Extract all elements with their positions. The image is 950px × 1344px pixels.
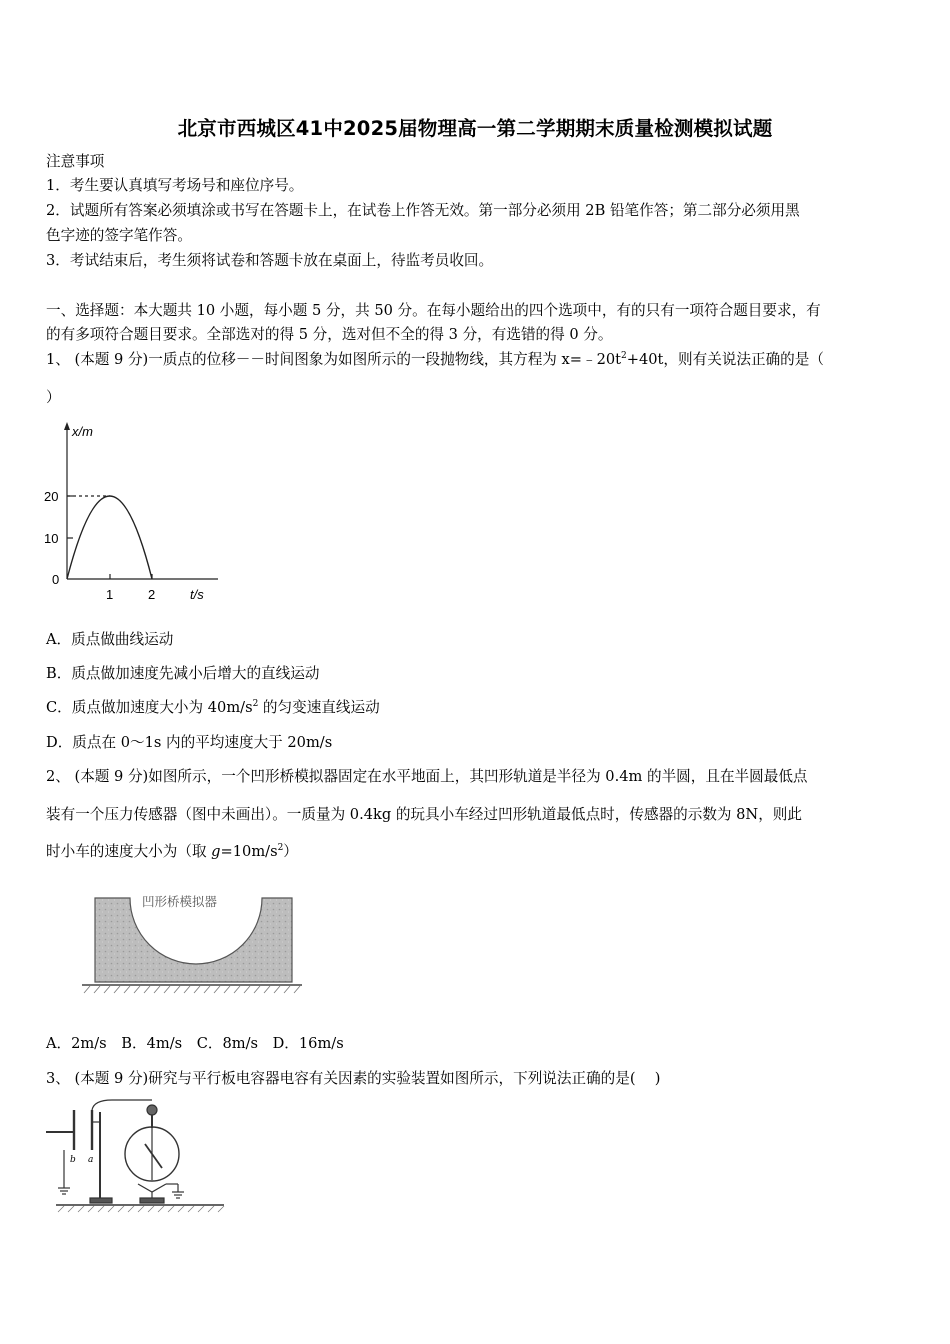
q3-ground-hatching xyxy=(58,1206,224,1212)
q1-xtick-2: 2 xyxy=(148,587,156,602)
q1-x-axis-label: t/s xyxy=(190,587,204,602)
q3-electroscope-knob xyxy=(147,1105,157,1115)
q2-bridge-body xyxy=(95,898,292,982)
q2-options: A．2m/s B．4m/s C．8m/s D．16m/s xyxy=(46,1035,344,1052)
q2-stem-line-1: 2、 (本题 9 分)如图所示，一个凹形桥模拟器固定在水平地面上，其凹形轨道是半径为 0.4m 的半圆，且在半圆最低点 xyxy=(46,768,808,785)
notice-item-2a: 2．试题所有答案必须填涂或书写在答题卡上，在试卷上作答无效。第一部分必须用 2B 铅笔作答；第二部分必须用黑 xyxy=(46,202,800,219)
q1-parabola-curve xyxy=(67,496,152,579)
notice-item-1: 1．考生要认真填写考场号和座位序号。 xyxy=(46,177,304,194)
q2-stem-line-2: 装有一个压力传感器（图中未画出）。一质量为 0.4kg 的玩具小车经过凹形轨道最低点时，传感器的示数为 8N，则此 xyxy=(46,806,802,823)
q2-stem-g: g xyxy=(211,843,221,860)
q1-option-d: D．质点在 0～1s 内的平均速度大于 20m/s xyxy=(46,734,333,751)
q2-stem-line-3 xyxy=(46,840,906,864)
q1-ytick-0: 0 xyxy=(52,572,60,587)
q2-stem-part-1: 时小车的速度大小为（取 xyxy=(46,843,212,860)
q1-option-c-part-a: C．质点做加速度大小为 40m/s xyxy=(46,699,253,716)
q3-capacitor-apparatus-figure xyxy=(42,1092,232,1217)
q3-electroscope-needle xyxy=(145,1144,162,1168)
q1-ytick-20: 20 xyxy=(44,489,59,504)
q1-stem-part-a: 1、 (本题 9 分)一质点的位移－－时间图象为如图所示的一段抛物线，其方程为 x=﹣20t xyxy=(46,351,622,368)
q1-y-axis-arrow xyxy=(64,422,70,430)
q1-stem-part-b: +40t，则有关说法正确的是（ xyxy=(626,351,824,368)
q1-stem-sup: 2 xyxy=(621,351,627,361)
q2-stem-part-3: ） xyxy=(283,843,298,860)
notice-heading: 注意事项 xyxy=(46,153,105,170)
q1-stem xyxy=(46,348,906,372)
q3-connecting-wire xyxy=(92,1100,152,1110)
q3-label-a: a xyxy=(88,1155,94,1165)
q1-xtick-1: 1 xyxy=(106,587,114,602)
q2-stem-part-2: =10m/s xyxy=(220,843,278,860)
q1-option-c-part-b: 的匀变速直线运动 xyxy=(258,699,380,716)
q2-concave-bridge-figure xyxy=(80,890,305,1000)
q1-y-axis-label: x/m xyxy=(72,424,93,439)
q2-figure-label: 凹形桥模拟器 xyxy=(142,894,218,909)
q1-option-a: A．质点做曲线运动 xyxy=(46,631,174,648)
q1-position-time-graph xyxy=(40,416,230,606)
q1-option-c-sup: 2 xyxy=(252,699,259,709)
page-title: 北京市西城区41中2025届物理高一第二学期期末质量检测模拟试题 xyxy=(177,117,773,140)
q3-stem: 3、 (本题 9 分)研究与平行板电容器电容有关因素的实验装置如图所示，下列说法正确的是( ) xyxy=(46,1070,661,1087)
q1-ytick-10: 10 xyxy=(44,531,59,546)
q3-stand-base xyxy=(90,1198,112,1203)
q1-stem-close: ） xyxy=(46,389,61,406)
q3-label-b: b xyxy=(70,1155,76,1165)
q1-option-b: B．质点做加速度先减小后增大的直线运动 xyxy=(46,665,320,682)
q2-stem-sup: 2 xyxy=(277,843,284,853)
q1-option-c xyxy=(46,696,380,717)
notice-item-3: 3．考试结束后，考生须将试卷和答题卡放在桌面上，待监考员收回。 xyxy=(46,252,494,269)
section-heading-line-2: 的有多项符合题目要求。全部选对的得 5 分，选对但不全的得 3 分，有选错的得 0 分。 xyxy=(46,326,613,343)
q2-ground-hatching xyxy=(84,986,300,993)
section-heading-line-1: 一、选择题：本大题共 10 小题，每小题 5 分，共 50 分。在每小题给出的四个选项中，有的只有一项符合题目要求，有 xyxy=(46,302,821,319)
notice-item-2b: 色字迹的签字笔作答。 xyxy=(46,227,192,244)
q3-electroscope-stand xyxy=(138,1184,166,1192)
